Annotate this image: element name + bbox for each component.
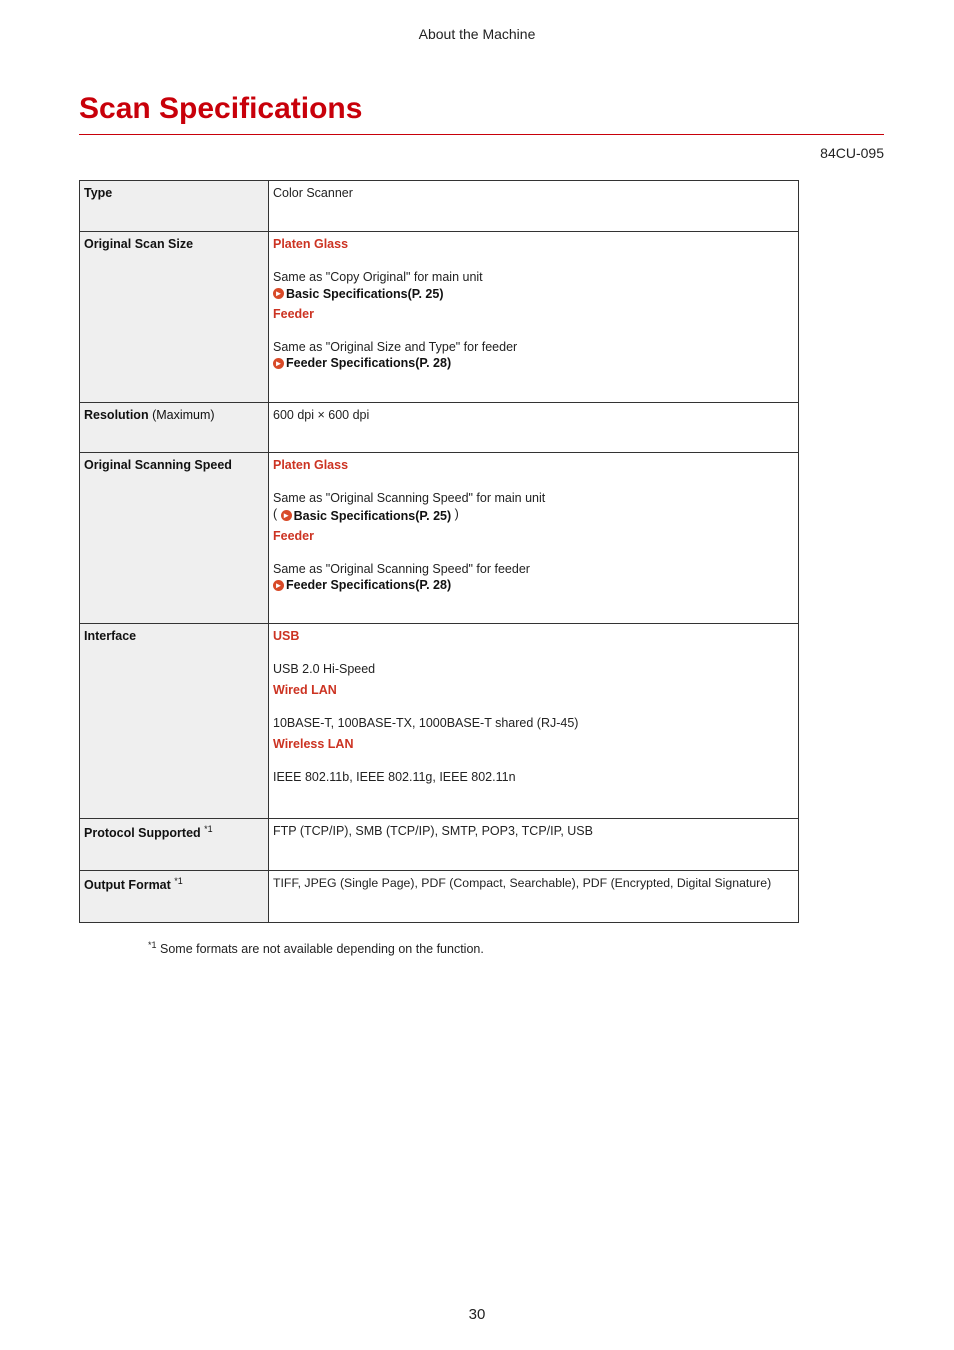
subsection-text: Same as "Copy Original" for main unit bbox=[273, 270, 483, 284]
row-value bbox=[269, 453, 799, 624]
subsection-text: 10BASE-T, 100BASE-TX, 1000BASE-T shared (RJ-45) bbox=[273, 716, 579, 730]
row-value: 600 dpi × 600 dpi bbox=[269, 403, 799, 453]
link-text: Feeder Specifications(P. 28) bbox=[286, 356, 452, 370]
circle-arrow-right-icon: ► bbox=[274, 580, 283, 590]
feeder-specs-link[interactable] bbox=[273, 578, 451, 592]
subsection-heading: Feeder bbox=[273, 306, 314, 321]
subsection-text: Same as "Original Size and Type" for feeder bbox=[273, 339, 518, 354]
row-label: Original Scanning Speed bbox=[80, 453, 269, 624]
subsection-heading: Feeder bbox=[273, 528, 314, 543]
subsection-heading: Platen Glass bbox=[273, 458, 349, 472]
footnote-marker: *1 bbox=[204, 824, 213, 834]
row-label bbox=[80, 403, 269, 453]
table-row bbox=[80, 871, 799, 923]
subsection-text: Same as "Original Scanning Speed" for main unit bbox=[273, 491, 546, 505]
table-row bbox=[80, 819, 799, 871]
page-title: Scan Specifications bbox=[79, 92, 363, 125]
label-text: Resolution bbox=[84, 408, 149, 422]
footnote-marker: *1 bbox=[174, 876, 183, 886]
subsection-text: IEEE 802.11b, IEEE 802.11g, IEEE 802.11n bbox=[273, 770, 516, 784]
row-label bbox=[80, 819, 269, 871]
link-text: Basic Specifications(P. 25) bbox=[286, 286, 444, 301]
circle-arrow-right-icon: ► bbox=[282, 511, 291, 520]
paren-close: ) bbox=[454, 507, 459, 521]
page-number: 30 bbox=[468, 1306, 486, 1323]
row-label: Interface bbox=[80, 624, 269, 819]
paren-open: ( bbox=[273, 507, 278, 521]
subsection-heading: USB bbox=[273, 629, 300, 643]
row-value bbox=[269, 624, 799, 819]
table-row bbox=[80, 453, 799, 624]
running-header: About the Machine bbox=[418, 26, 536, 42]
table-row bbox=[80, 232, 799, 403]
row-label: Type bbox=[80, 181, 269, 232]
link-text: Basic Specifications(P. 25) bbox=[293, 508, 452, 523]
row-label: Original Scan Size bbox=[80, 232, 269, 403]
feeder-specs-link[interactable] bbox=[273, 356, 451, 370]
document-code: 84CU-095 bbox=[820, 145, 884, 161]
row-label bbox=[80, 871, 269, 923]
subsection-heading: Wireless LAN bbox=[273, 737, 354, 751]
basic-specs-link[interactable] bbox=[281, 509, 451, 523]
footnote-marker: *1 bbox=[148, 940, 157, 950]
label-text: Output Format bbox=[84, 878, 171, 893]
subsection-heading: Platen Glass bbox=[273, 237, 349, 251]
table-row bbox=[80, 403, 799, 453]
link-text: Feeder Specifications(P. 28) bbox=[286, 578, 452, 592]
table-row bbox=[80, 624, 799, 819]
spec-table bbox=[79, 180, 799, 923]
row-value: FTP (TCP/IP), SMB (TCP/IP), SMTP, POP3, TCP/IP, USB bbox=[269, 819, 799, 871]
label-note: (Maximum) bbox=[152, 408, 215, 422]
row-value: Color Scanner bbox=[269, 181, 799, 232]
circle-arrow-right-icon: ► bbox=[274, 358, 283, 368]
footnote bbox=[148, 940, 484, 956]
basic-specs-link[interactable] bbox=[273, 287, 443, 301]
row-value bbox=[269, 232, 799, 403]
subsection-text: USB 2.0 Hi-Speed bbox=[273, 662, 376, 676]
subsection-text: Same as "Original Scanning Speed" for feeder bbox=[273, 561, 530, 576]
footnote-text: Some formats are not available depending on the function. bbox=[160, 942, 484, 957]
table-row bbox=[80, 181, 799, 232]
title-divider bbox=[79, 134, 884, 135]
row-value: TIFF, JPEG (Single Page), PDF (Compact, Searchable), PDF (Encrypted, Digital Signature) bbox=[269, 871, 799, 923]
subsection-heading: Wired LAN bbox=[273, 683, 337, 697]
circle-arrow-right-icon: ► bbox=[274, 289, 283, 298]
label-text: Protocol Supported bbox=[84, 826, 201, 841]
